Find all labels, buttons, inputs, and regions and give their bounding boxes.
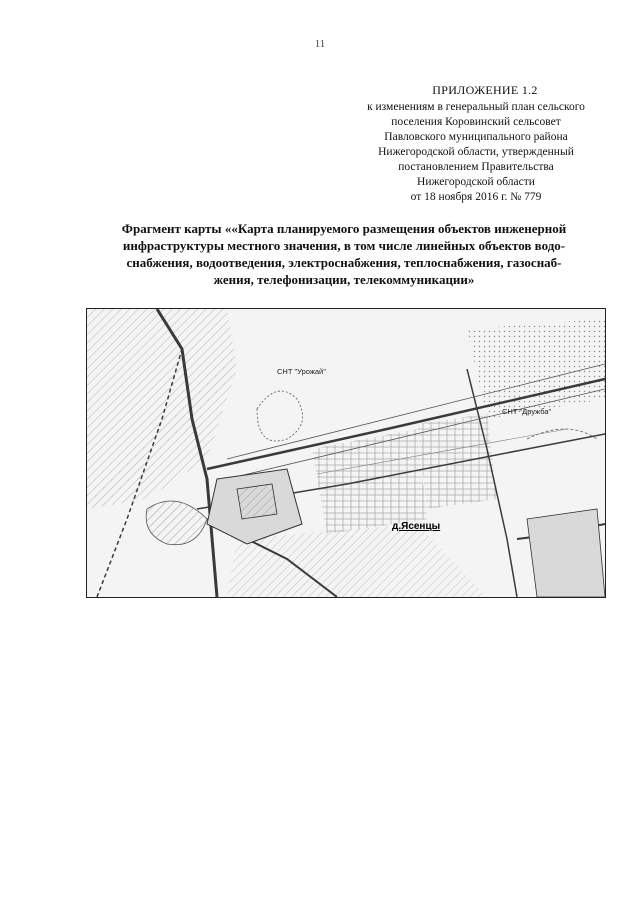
title-line: жения, телефонизации, телекоммуникации» [213, 272, 475, 287]
map-label-snt-urozhai: СНТ "Урожай" [277, 367, 326, 376]
map-drawing [87, 309, 605, 597]
approval-line: постановлением Правительства [398, 161, 554, 173]
title-line: инфраструктуры местного значения, в том числе линейных объектов водо- [122, 238, 566, 253]
map-label-settlement: д.Ясенцы [392, 521, 441, 532]
approval-line: Нижегородской области [417, 176, 535, 188]
page-number: 11 [314, 38, 326, 50]
approval-line: поселения Коровинский сельсовет [391, 116, 561, 128]
approval-block [345, 100, 607, 205]
document-title [84, 220, 604, 288]
approval-line: Павловского муниципального района [384, 131, 568, 143]
settlement-block [237, 484, 277, 519]
approval-line: к изменениям в генеральный план сельского [367, 101, 585, 113]
approval-line: Нижегородской области, утвержденный [378, 146, 574, 158]
map-fragment [86, 308, 606, 598]
title-line: снабжения, водоотведения, электроснабжения, теплоснабжения, газоснаб- [126, 255, 562, 270]
map-label-snt-druzhba: СНТ "Дружба" [502, 407, 552, 416]
title-line: Фрагмент карты ««Карта планируемого размещения объектов инженерной [121, 221, 567, 236]
settlement-area [527, 509, 605, 597]
garden-plots [417, 414, 497, 509]
appendix-title: ПРИЛОЖЕНИЕ 1.2 [432, 83, 538, 97]
approval-line: от 18 ноября 2016 г. № 779 [410, 191, 542, 203]
